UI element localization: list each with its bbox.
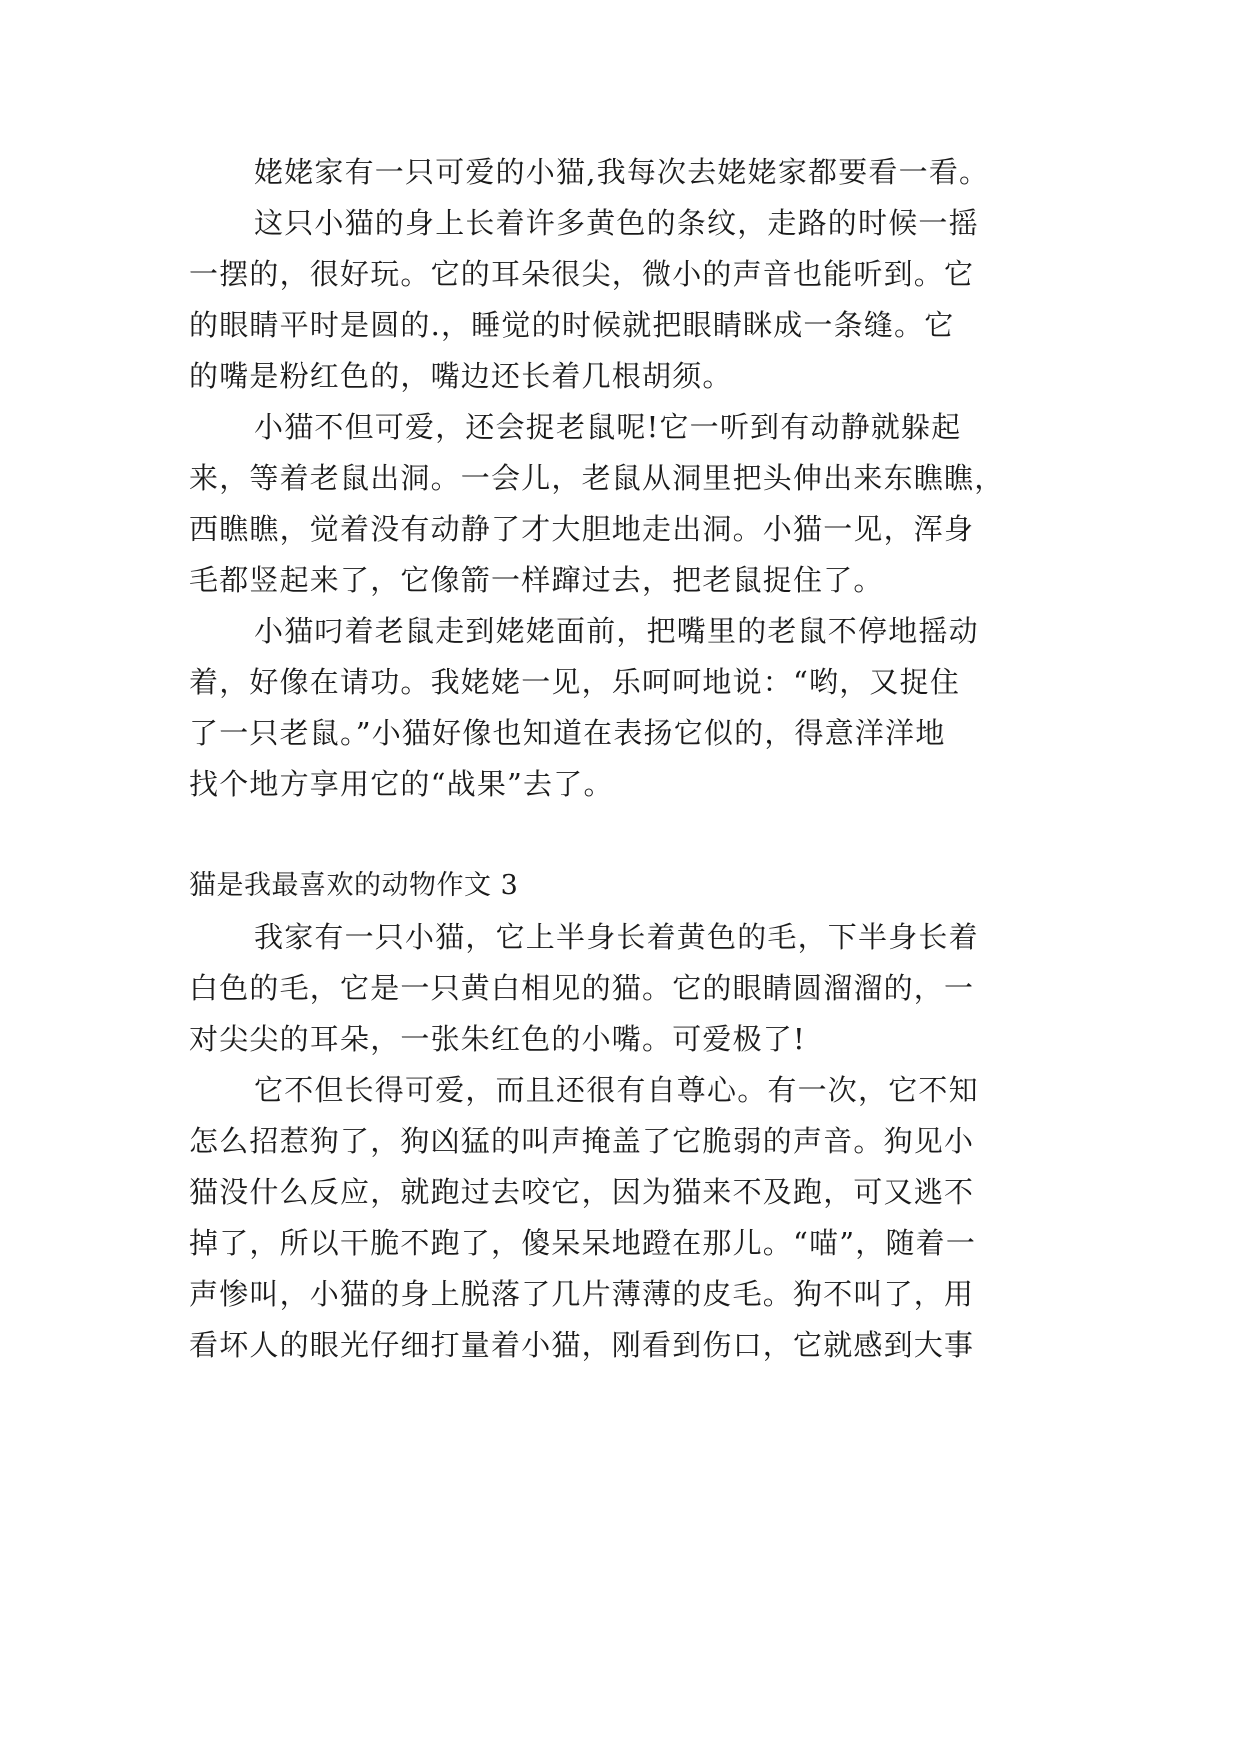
paragraph-line: 着，好像在请功。我姥姥一见，乐呵呵地说：“哟，又捉住: [189, 665, 961, 699]
paragraph-line: 掉了，所以干脆不跑了，傻呆呆地蹬在那儿。“喵”，随着一: [189, 1226, 977, 1260]
paragraph-line: 来，等着老鼠出洞。一会儿，老鼠从洞里把头伸出来东瞧瞧，: [189, 461, 1005, 495]
paragraph-line: 的眼睛平时是圆的.，睡觉的时候就把眼睛眯成一条缝。它: [189, 308, 955, 342]
paragraph-line: 它不但长得可爱，而且还很有自尊心。有一次，它不知: [254, 1073, 979, 1107]
paragraph-line: 找个地方享用它的“战果”去了。: [189, 767, 614, 801]
paragraph-line: 西瞧瞧，觉着没有动静了才大胆地走出洞。小猫一见，浑身: [189, 512, 975, 546]
paragraph-line: 我家有一只小猫，它上半身长着黄色的毛，下半身长着: [254, 920, 979, 954]
paragraph-line: 的嘴是粉红色的，嘴边还长着几根胡须。: [189, 359, 733, 393]
paragraph-line: 姥姥家有一只可爱的小猫,我每次去姥姥家都要看一看。: [254, 155, 990, 189]
paragraph-line: 猫没什么反应，就跑过去咬它，因为猫来不及跑，可又逃不: [189, 1175, 975, 1209]
section-heading: 猫是我最喜欢的动物作文 3: [189, 870, 519, 901]
paragraph-line: 声惨叫，小猫的身上脱落了几片薄薄的皮毛。狗不叫了，用: [189, 1277, 975, 1311]
paragraph-line: 这只小猫的身上长着许多黄色的条纹，走路的时候一摇: [254, 206, 979, 240]
paragraph-line: 毛都竖起来了，它像箭一样蹿过去，把老鼠捉住了。: [189, 563, 884, 597]
paragraph-line: 一摆的，很好玩。它的耳朵很尖，微小的声音也能听到。它: [189, 257, 975, 291]
paragraph-line: 看坏人的眼光仔细打量着小猫，刚看到伤口，它就感到大事: [189, 1328, 975, 1362]
paragraph-line: 小猫不但可爱，还会捉老鼠呢!它一听到有动静就躲起: [254, 410, 962, 444]
paragraph-line: 白色的毛，它是一只黄白相见的猫。它的眼睛圆溜溜的，一: [189, 971, 975, 1005]
paragraph-line: 了一只老鼠。”小猫好像也知道在表扬它似的，得意洋洋地: [189, 716, 946, 750]
paragraph-line: 怎么招惹狗了，狗凶猛的叫声掩盖了它脆弱的声音。狗见小: [189, 1124, 975, 1158]
paragraph-line: 对尖尖的耳朵，一张朱红色的小嘴。可爱极了!: [189, 1022, 806, 1056]
paragraph-line: 小猫叼着老鼠走到姥姥面前，把嘴里的老鼠不停地摇动: [254, 614, 979, 648]
